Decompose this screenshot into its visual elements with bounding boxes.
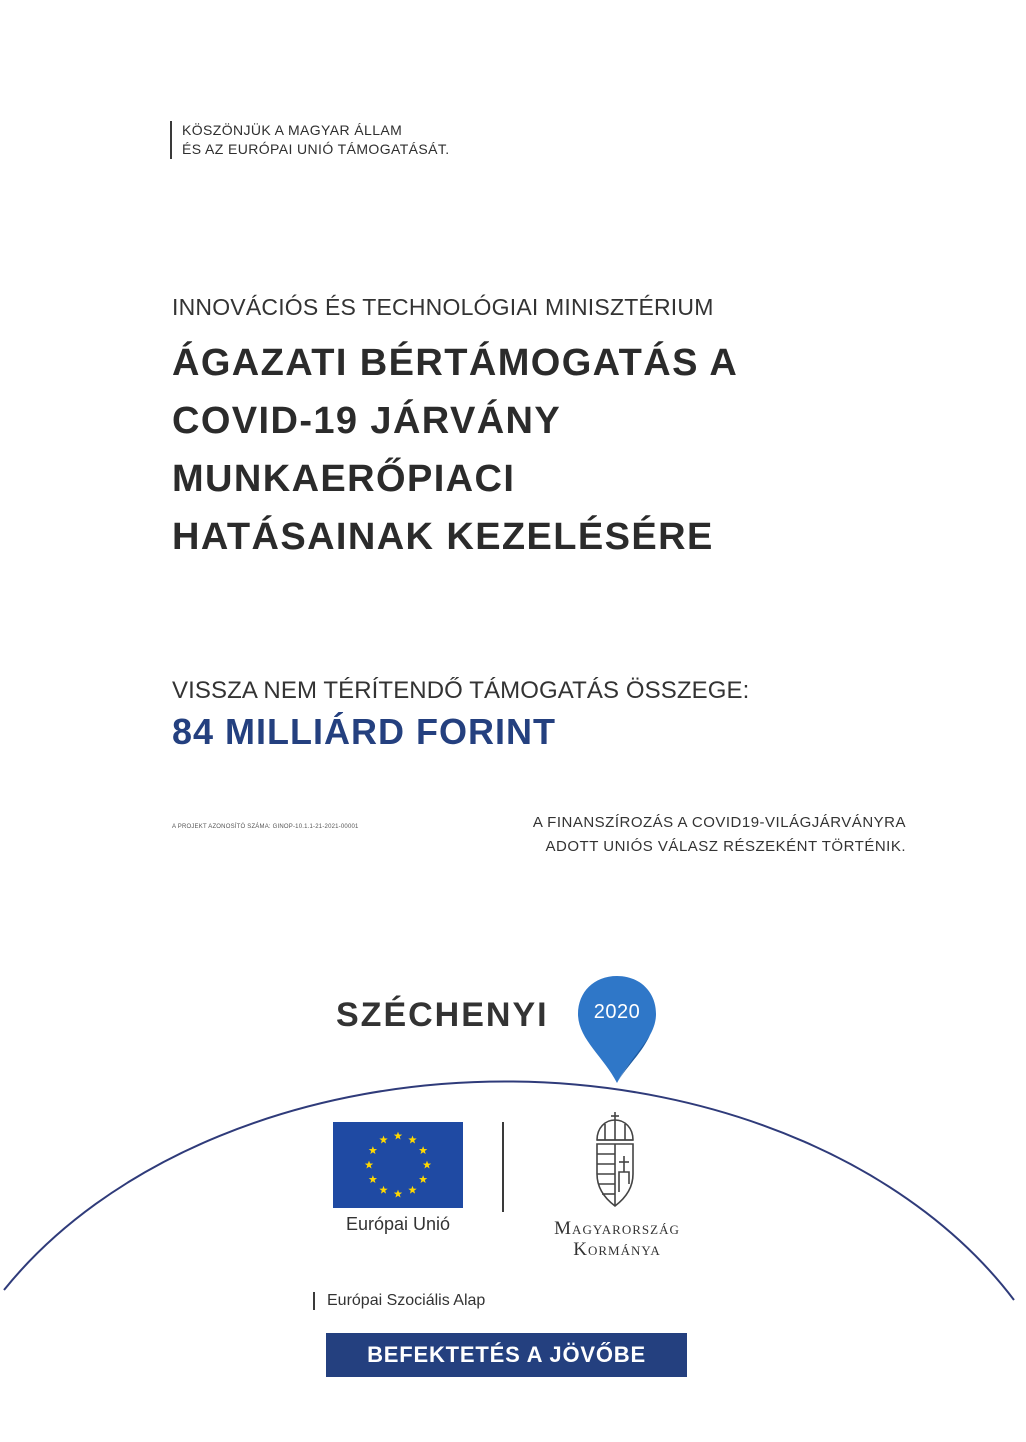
title-line-1: ÁGAZATI BÉRTÁMOGATÁS A (172, 342, 739, 384)
szechenyi-logo-text: SZÉCHENYI (336, 996, 549, 1034)
government-line-2: Kormánya (573, 1239, 661, 1260)
hungarian-coat-of-arms-icon (589, 1110, 641, 1210)
eu-label: Európai Unió (345, 1214, 451, 1234)
grant-amount-value: 84 MILLIÁRD FORINT (172, 711, 556, 752)
ministry-name: INNOVÁCIÓS ÉS TECHNOLÓGIAI MINISZTÉRIUM (172, 294, 714, 320)
project-id: A PROJEKT AZONOSÍTÓ SZÁMA: GINOP-10.1.1-21-2021-00001 (172, 824, 359, 830)
map-pin-icon (574, 973, 660, 1085)
logo-divider (502, 1122, 504, 1212)
government-label (536, 1218, 698, 1260)
esf-label: Európai Szociális Alap (313, 1292, 485, 1310)
financing-line-1: A FINANSZÍROZÁS A COVID19-VILÁGJÁRVÁNYRA (532, 814, 906, 831)
grant-amount-label: VISSZA NEM TÉRÍTENDŐ TÁMOGATÁS ÖSSZEGE: (172, 677, 750, 704)
thanks-line-1: KÖSZÖNJÜK A MAGYAR ÁLLAM (182, 122, 403, 138)
title-line-2: COVID-19 JÁRVÁNY (172, 400, 562, 442)
title-line-4: HATÁSAINAK KEZELÉSÉRE (172, 516, 714, 558)
szechenyi-year: 2020 (593, 1001, 641, 1023)
thanks-line-2: ÉS AZ EURÓPAI UNIÓ TÁMOGATÁSÁT. (182, 141, 450, 157)
investment-banner: BEFEKTETÉS A JÖVŐBE (326, 1333, 687, 1377)
financing-line-2: ADOTT UNIÓS VÁLASZ RÉSZEKÉNT TÖRTÉNIK. (545, 838, 906, 855)
title-line-3: MUNKAERŐPIACI (172, 458, 516, 500)
eu-flag-icon (333, 1122, 463, 1208)
government-line-1: Magyarország (554, 1218, 680, 1239)
